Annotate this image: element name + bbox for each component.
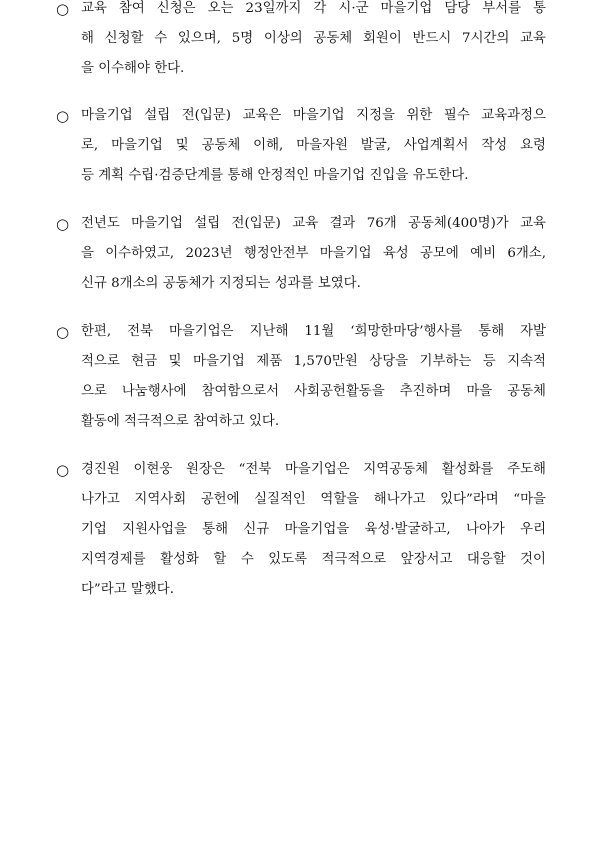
circle-bullet-icon: ○ [56,461,70,479]
circle-bullet-icon: ○ [56,0,70,18]
paragraph-line: 적으로 현금 및 마을기업 제품 1,570만원 상당을 기부하는 등 지속적 [81,354,546,369]
paragraph-line: 을 이수해야 한다. [81,61,185,76]
circle-bullet-icon: ○ [56,323,70,341]
paragraph-line: 경진원 이현웅 원장은 “전북 마을기업은 지역공동체 활성화를 주도해 [81,462,546,477]
paragraph-line: 지역경제를 활성화 할 수 있도록 적극적으로 앞장서고 대응할 것이 [81,552,546,567]
paragraph-line: 다”라고 말했다. [81,582,174,597]
paragraph-line: 을 이수하였고, 2023년 행정안전부 마을기업 육성 공모에 예비 6개소, [81,246,546,261]
paragraph-line: 으로 나눔행사에 참여함으로서 사회공헌활동을 추진하며 마을 공동체 [81,384,546,399]
paragraph-line: 해 신청할 수 있으며, 5명 이상의 공동체 회원이 반드시 7시간의 교육 [81,31,546,46]
paragraph-line: 신규 8개소의 공동체가 지정되는 성과를 보였다. [81,276,361,291]
paragraph-line: 마을기업 설립 전(입문) 교육은 마을기업 지정을 위한 필수 교육과정으 [81,108,546,123]
circle-bullet-icon: ○ [56,215,70,233]
paragraph-line: 활동에 적극적으로 참여하고 있다. [81,414,280,429]
paragraph-line: 전년도 마을기업 설립 전(입문) 교육 결과 76개 공동체(400명)가 교육 [81,216,546,231]
paragraph-line: 한편, 전북 마을기업은 지난해 11월 ‘희망한마당’행사를 통해 자발 [81,324,546,339]
paragraph-line: 교육 참여 신청은 오는 23일까지 각 시·군 마을기업 담당 부서를 통 [81,1,546,16]
paragraph-line: 등 계획 수립·검증단계를 통해 안정적인 마을기업 진입을 유도한다. [81,168,469,183]
paragraph-line: 기업 지원사업을 통해 신규 마을기업을 육성·발굴하고, 나아가 우리 [81,522,546,537]
circle-bullet-icon: ○ [56,107,70,125]
paragraph-line: 로, 마을기업 및 공동체 이해, 마을자원 발굴, 사업계획서 작성 요령 [81,138,546,153]
paragraph-line: 나가고 지역사회 공헌에 실질적인 역할을 해나가고 있다”라며 “마을 [81,492,546,507]
